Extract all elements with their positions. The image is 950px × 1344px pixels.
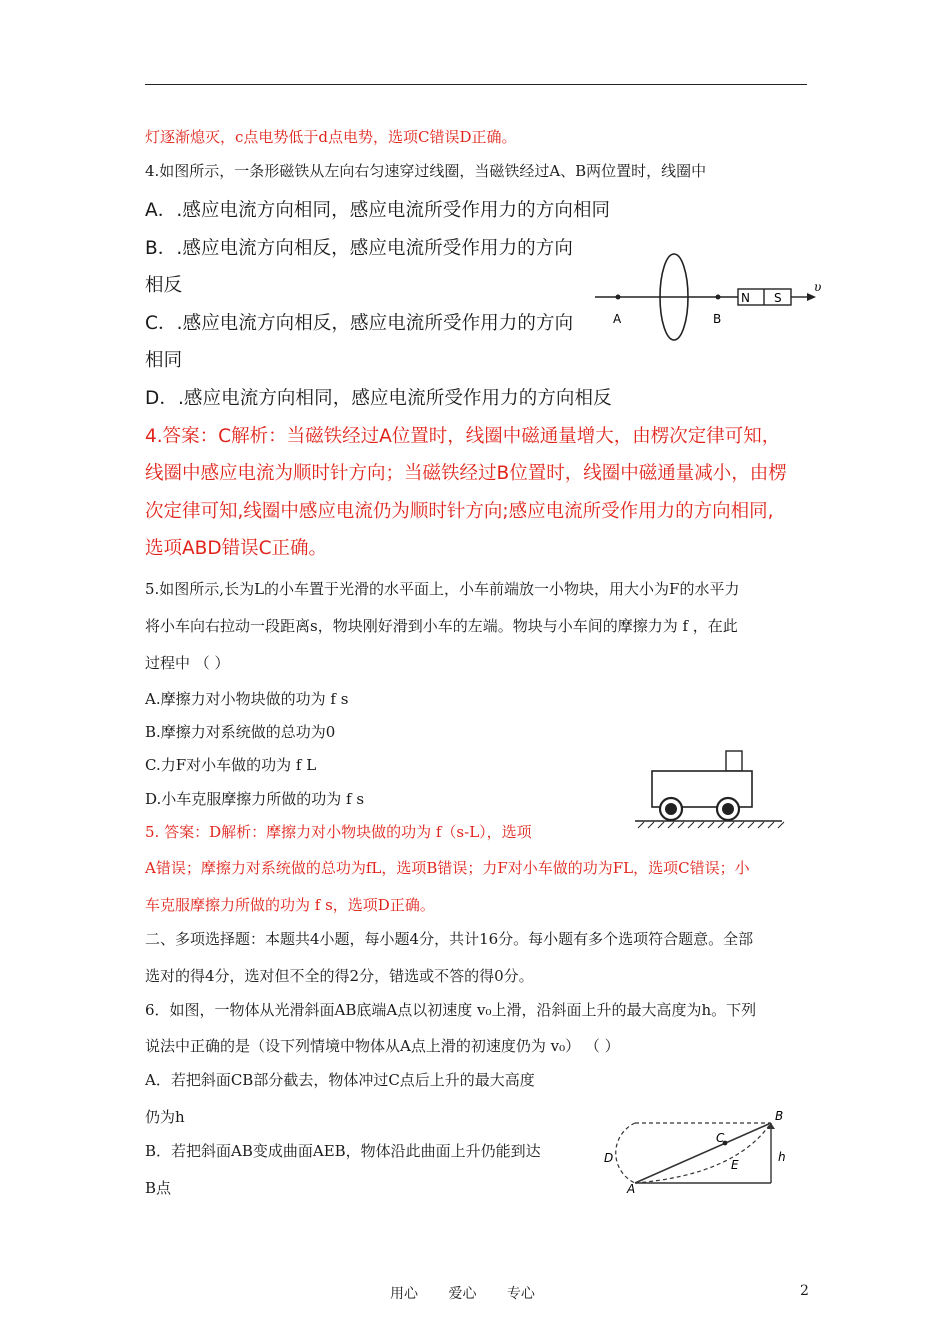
footer-item: 爱心 bbox=[448, 1286, 477, 1302]
answer-4-line3: 次定律可知,线圈中感应电流仍为顺时针方向;感应电流所受作用力的方向相同, bbox=[145, 501, 774, 522]
label-b: B bbox=[775, 1109, 784, 1123]
label-e: E bbox=[731, 1158, 739, 1172]
label-n: N bbox=[741, 291, 750, 305]
q5-option-a: A.摩擦力对小物块做的功为 f s bbox=[145, 690, 349, 708]
page-footer bbox=[390, 1283, 561, 1303]
q4-option-a: A．.感应电流方向相同，感应电流所受作用力的方向相同 bbox=[145, 200, 611, 221]
question-5-line1: 5.如图所示,长为L的小车置于光滑的水平面上，小车前端放一小物块，用大小为F的水平力 bbox=[145, 580, 740, 598]
answer-continuation: 灯逐渐熄灭，c点电势低于d点电势，选项C错误D正确。 bbox=[145, 128, 517, 146]
page-number: 2 bbox=[800, 1283, 809, 1299]
q5-option-d: D.小车克服摩擦力所做的功为 f s bbox=[145, 790, 365, 808]
answer-5-line1: 5. 答案：D解析：摩擦力对小物块做的功为 f（s-L），选项 bbox=[145, 823, 532, 841]
question-5-line2: 将小车向右拉动一段距离s，物块刚好滑到小车的左端。物块与小车间的摩擦力为 f ，在此 bbox=[145, 617, 738, 635]
question-4-stem: 4.如图所示，一条形磁铁从左向右匀速穿过线圈，当磁铁经过A、B两位置时，线圈中 bbox=[145, 162, 707, 180]
answer-4-line2: 线圈中感应电流为顺时针方向；当磁铁经过B位置时，线圈中磁通量减小，由楞 bbox=[145, 463, 787, 484]
label-a: A bbox=[613, 312, 622, 326]
label-s: S bbox=[774, 291, 782, 305]
question-6-line2: 说法中正确的是（设下列情境中物体从A点上滑的初速度仍为 v₀） （ ） bbox=[145, 1037, 620, 1055]
q4-option-b: B．.感应电流方向相反，感应电流所受作用力的方向 bbox=[145, 238, 573, 259]
answer-5-line3: 车克服摩擦力所做的功为 f s，选项D正确。 bbox=[145, 896, 435, 914]
label-velocity: υ bbox=[814, 280, 822, 294]
question-6-line1: 6．如图，一物体从光滑斜面AB底端A点以初速度 v₀上滑，沿斜面上升的最大高度为h。下列 bbox=[145, 1001, 757, 1019]
q6-option-b: B．若把斜面AB变成曲面AEB，物体沿此曲面上升仍能到达 bbox=[145, 1142, 541, 1160]
q5-option-c: C.力F对小车做的功为 f L bbox=[145, 756, 317, 774]
q4-option-b-cont: 相反 bbox=[145, 275, 183, 296]
label-c: C bbox=[716, 1131, 725, 1145]
label-h: h bbox=[778, 1150, 786, 1164]
incline-figure bbox=[585, 1105, 797, 1200]
q4-option-d: D．.感应电流方向相同，感应电流所受作用力的方向相反 bbox=[145, 388, 612, 409]
label-b: B bbox=[713, 312, 722, 326]
section-2-instructions: 选对的得4分，选对但不全的得2分，错选或不答的得0分。 bbox=[145, 967, 534, 985]
q6-option-a-cont: 仍为h bbox=[145, 1108, 185, 1126]
magnet-coil-figure bbox=[590, 252, 830, 344]
q6-option-b-cont: B点 bbox=[145, 1179, 172, 1197]
q4-option-c: C．.感应电流方向相反，感应电流所受作用力的方向 bbox=[145, 313, 574, 334]
footer-item: 用心 bbox=[390, 1286, 418, 1302]
label-d: D bbox=[604, 1151, 614, 1165]
section-2-heading: 二、多项选择题：本题共4小题，每小题4分，共计16分。每小题有多个选项符合题意。全部 bbox=[145, 930, 754, 948]
question-5-line3: 过程中 （ ） bbox=[145, 654, 230, 672]
q5-option-b: B.摩擦力对系统做的总功为0 bbox=[145, 723, 336, 741]
q6-option-a: A．若把斜面CB部分截去，物体冲过C点后上升的最大高度 bbox=[145, 1071, 535, 1089]
footer-item: 专心 bbox=[506, 1286, 535, 1302]
answer-4-line1: 4.答案：C解析：当磁铁经过A位置时，线圈中磁通量增大，由楞次定律可知， bbox=[145, 426, 781, 447]
header-rule bbox=[145, 84, 807, 85]
answer-5-line2: A错误；摩擦力对系统做的总功为fL，选项B错误；力F对小车做的功为FL，选项C错误；小 bbox=[145, 859, 750, 877]
label-a: A bbox=[627, 1182, 636, 1196]
q4-option-c-cont: 相同 bbox=[145, 350, 183, 371]
answer-4-line4: 选项ABD错误C正确。 bbox=[145, 538, 328, 559]
cart-figure bbox=[630, 745, 790, 830]
